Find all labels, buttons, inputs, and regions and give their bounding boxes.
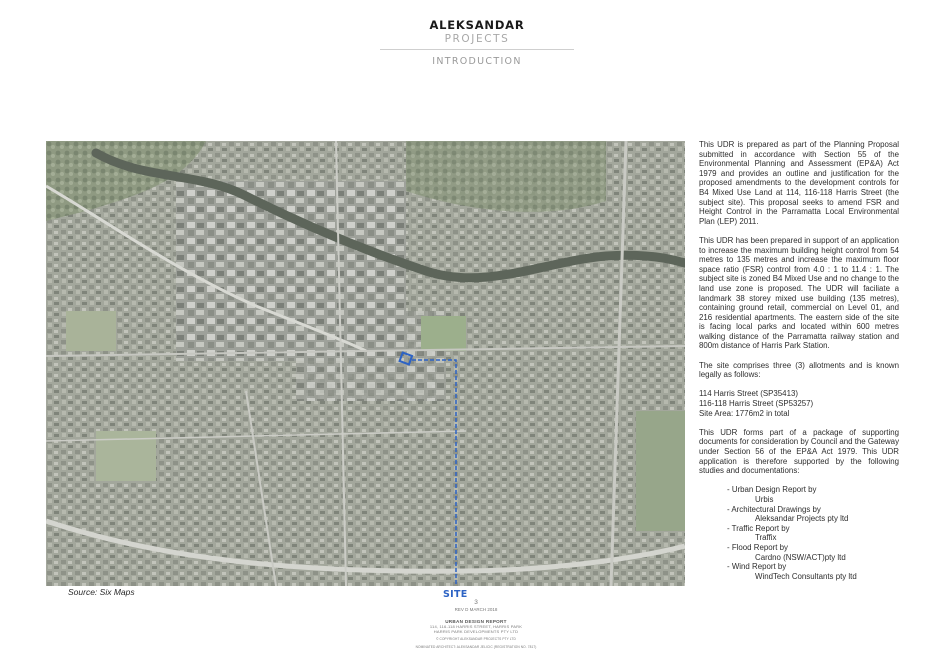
page-footer [400,599,552,649]
study-item [727,524,899,543]
study-author: WindTech Consultants pty ltd [755,571,857,581]
allotment-item: 116-118 Harris Street (SP53257) [699,399,814,409]
site-label: SITE [443,589,468,600]
report-title: URBAN DESIGN REPORT [445,619,507,624]
study-item [727,505,899,524]
copyright-line: © COPYRIGHT ALEKSANDAR PROJECTS PTY LTD [436,637,516,641]
study-name: - Flood Report by [727,542,788,552]
page-number: 3 [474,599,478,606]
introduction-text [699,140,899,581]
paragraph-allotments: The site comprises three (3) allotments and is known legally as follows: [699,360,899,380]
study-item [727,543,899,562]
header-divider [380,49,574,50]
section-title: INTRODUCTION [432,56,522,67]
study-name: - Wind Report by [727,562,787,572]
report-address: 114, 116-118 HARRIS STREET, HARRIS PARK [429,624,523,629]
brand-name: ALEKSANDAR [429,18,525,32]
study-author: Urbis [755,494,774,504]
study-item [727,485,899,504]
paragraph-proposal: This UDR has been prepared in support of an application to increase the maximum building height control from 54 metres to 135 metres and increase the maximum floor space ratio (FSR) control from 4.0 : 1 to 11.4 : 1. The subject site is zoned B4 Mixed Use and no change to the land use zone is proposed. The UDR will faciliate a landmark 38 storey mixed use building (135 metres), containing ground retail, commercial on Level 01, and 216 residential apartments. The eastern side of the site is facing local parks and located within 600 metres walking distance of the Parramatta railway station and 800m distance of Harris Park Station. [699,235,899,351]
page-header [380,18,574,67]
study-author: Cardno (NSW/ACT)pty ltd [755,552,846,562]
revision-note: REV D MARCH 2018 [454,607,498,612]
study-item [727,562,899,581]
paragraph-supporting-docs: This UDR forms part of a package of supporting documents for consideration by Council and the Gateway under Section 56 of the EP&A Act 1979. This UDR application is therefore supported by the following studies and documentations: [699,427,900,476]
paragraph-purpose: This UDR is prepared as part of the Planning Proposal submitted in accordance with Section 55 of the Environmental Planning and Assessment (EP&A) Act 1979 and provides an outline and justification for the proposed amendments to the development controls for B4 Mixed Use Land at 114, 116-118 Harris Street (the subject site). This proposal seeks to amend FSR and Height Control in the Parramatta Local Environmental Plan (LEP) 2011. [699,140,899,226]
study-author: Aleksandar Projects pty ltd [755,514,849,524]
studies-list [699,485,899,581]
allotment-list [699,389,899,418]
study-name: - Traffic Report by [727,523,790,533]
brand-subtitle: PROJECTS [444,33,510,45]
study-name: - Urban Design Report by [727,485,817,495]
report-client: HARRIS PARK DEVELOPMENTS PTY LTD [433,629,519,634]
study-author: Traffix [755,533,777,543]
map-source-caption: Source: Six Maps [68,587,135,597]
study-name: - Architectural Drawings by [727,504,821,514]
allotment-item: 114 Harris Street (SP35413) [699,389,798,399]
architect-line: NOMINATED ARCHITECT: ALEKSANDAR JELICIC (REGISTRATION NO. 7817) [415,644,537,649]
aerial-map-image [46,141,685,586]
site-area: Site Area: 1776m2 in total [699,408,790,418]
